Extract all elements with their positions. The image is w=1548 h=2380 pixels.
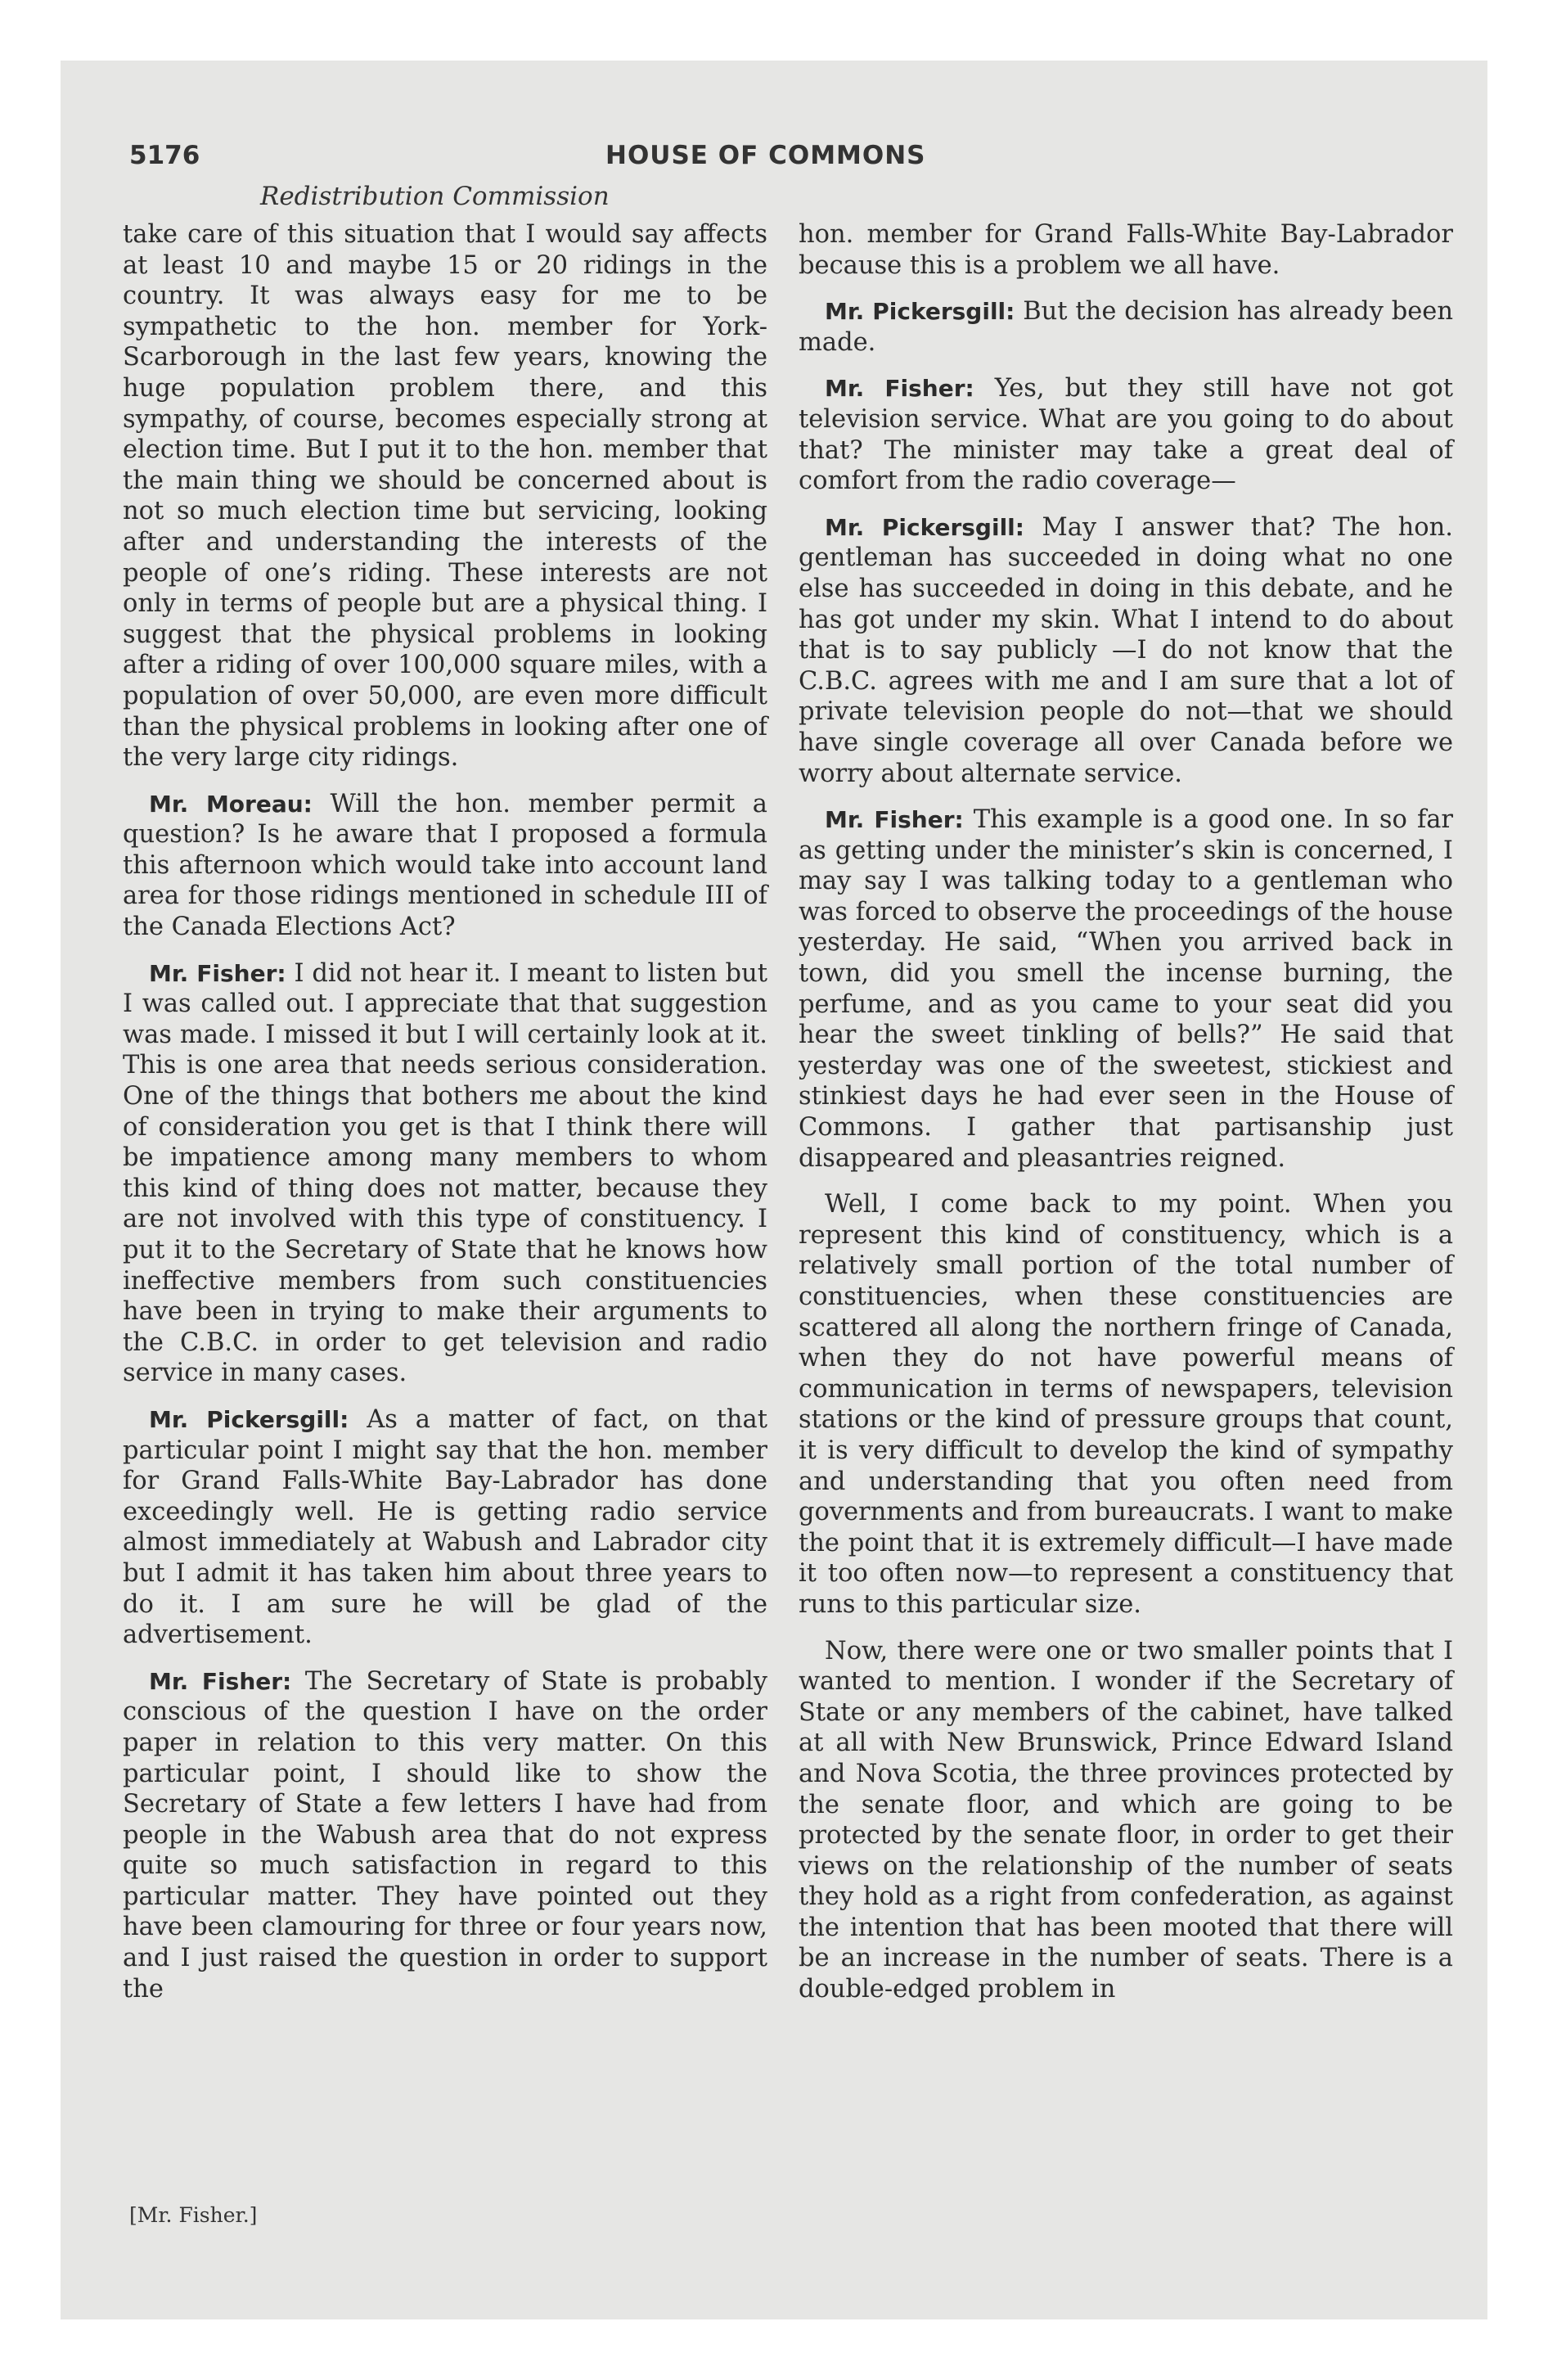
paragraph-text: As a matter of fact, on that particular point I might say that the hon. member for Grand Falls-White Bay-Labrador has done exceedingly well. He is getting radio service almost immediately at Wabush and Labrador city but I admit it has taken him about three years to do it. I am sure he will be glad of the advertisement.	[123, 1404, 767, 1650]
paragraph	[799, 805, 1453, 1174]
left-column	[123, 219, 767, 2020]
running-head: HOUSE OF COMMONS	[605, 141, 926, 170]
paragraph-text: This example is a good one. In so far as getting under the minister’s skin is concerned, I may say I was talking today to a gentleman who was forced to observe the proceedings of the house yesterday. He said, “When you arrived back in town, did you smell the incense burning, the perfume, and as you came to your seat did you hear the sweet tinkling of bells?” He said that yesterday was one of the sweetest, stickiest and stinkiest days he had ever seen in the House of Commons. I gather that partisanship just disappeared and pleasantries reigned.	[799, 805, 1454, 1173]
paragraph-text: take care of this situation that I would say affects at least 10 and maybe 15 or 20 ridings in the country. It was always easy for me to be sympathetic to the hon. member for York-Scarborough in the last few years, knowing the huge population problem there, and this sympathy, of course, becomes especially strong at election time. But I put it to the hon. member that the main thing we should be concerned about is not so much election time but servicing, looking after and understanding the interests of the people of one’s riding. These interests are not only in terms of people but are a physical thing. I suggest that the physical problems in looking after a riding of over 100,000 square miles, with a population of over 50,000, are even more difficult than the physical problems in looking after one of the very large city ridings.	[123, 220, 767, 773]
speaker-name: Mr. Moreau:	[149, 790, 313, 818]
speaker-name: Mr. Pickersgill:	[825, 513, 1024, 541]
paragraph-text: Will the hon. member permit a question? Is he aware that I proposed a formula this afternoon which would take into account land area for those ridings mentioned in schedule III of the Canada Elections Act?	[123, 789, 767, 942]
paragraph-text: Yes, but they still have not got television service. What are you going to do about that? The minister may take a great deal of comfort from the radio coverage—	[799, 374, 1453, 496]
paragraph	[123, 219, 767, 773]
paragraph	[799, 1636, 1453, 2005]
paragraph-text: hon. member for Grand Falls-White Bay-Labrador because this is a problem we all have.	[799, 220, 1453, 280]
speaker-name: Mr. Pickersgill:	[825, 298, 1015, 326]
page-number: 5176	[129, 141, 200, 170]
paragraph-text: But the decision has already been made.	[799, 297, 1453, 357]
paragraph-text: Well, I come back to my point. When you represent this kind of constituency, which is a relatively small portion of the total number of constituencies, when these constituencies are scattered all along the northern fringe of Canada, when they do not have powerful means of communication in terms of newspapers, television stations or the kind of pressure groups that count, it is very difficult to develop the kind of sympathy and understanding that you often need from governments and from bureaucrats. I want to make the point that it is extremely difficult—I have made it too often now—to represent a constituency that runs to this particular size.	[799, 1190, 1453, 1619]
paragraph-text: I did not hear it. I meant to listen but I was called out. I appreciate that that suggestion was made. I missed it but I will certainly look at it. This is one area that needs serious consideration. One of the things that bothers me about the kind of consideration you get is that I think there will be impatience among many members to whom this kind of thing does not matter, because they are not involved with this type of constituency. I put it to the Secretary of State that he knows how ineffective members from such constituencies have been in trying to make their arguments to the C.B.C. in order to get television and radio service in many cases.	[123, 958, 767, 1388]
paragraph-text: Now, there were one or two smaller points that I wanted to mention. I wonder if the Secretary of State or any members of the cabinet, have talked at all with New Brunswick, Prince Edward Island and Nova Scotia, the three provinces protected by the senate floor, and which are going to be protected by the senate floor, in order to get their views on the relationship of the number of seats they hold as a right from confederation, as against the intention that has been mooted that there will be an increase in the number of seats. There is a double-edged problem in	[799, 1636, 1453, 2004]
footer-speaker-note: [Mr. Fisher.]	[129, 2203, 258, 2227]
paragraph	[799, 512, 1453, 789]
paragraph	[123, 789, 767, 943]
paragraph	[799, 296, 1453, 358]
speaker-name: Mr. Fisher:	[825, 806, 964, 834]
paragraph-text: May I answer that? The hon. gentleman has succeeded in doing what no one else has succeeded in doing in this debate, and he has got under my skin. What I intend to do about that is to say publicly —I do not know that the C.B.C. agrees with me and I am sure that a lot of private television people do not—that we should have single coverage all over Canada before we worry about alternate service.	[799, 512, 1453, 788]
speaker-name: Mr. Fisher:	[825, 375, 974, 403]
speaker-name: Mr. Fisher:	[149, 959, 286, 987]
paragraph	[123, 1666, 767, 2005]
paragraph	[799, 219, 1453, 281]
speaker-name: Mr. Fisher:	[149, 1667, 292, 1695]
paragraph	[799, 1189, 1453, 1620]
paragraph-text: The Secretary of State is probably conscious of the question I have on the order paper in relation to this very matter. On this particular point, I should like to show the Secretary of State a few letters I have had from people in the Wabush area that do not express quite so much satisfaction in regard to this particular matter. They have pointed out they have been clamouring for three or four years now, and I just raised the question in order to support the	[123, 1666, 767, 2004]
paragraph	[123, 1404, 767, 1651]
paragraph	[799, 373, 1453, 496]
speaker-name: Mr. Pickersgill:	[149, 1405, 349, 1433]
right-column	[799, 219, 1453, 2021]
paragraph	[123, 958, 767, 1389]
subject-heading: Redistribution Commission	[260, 182, 610, 211]
